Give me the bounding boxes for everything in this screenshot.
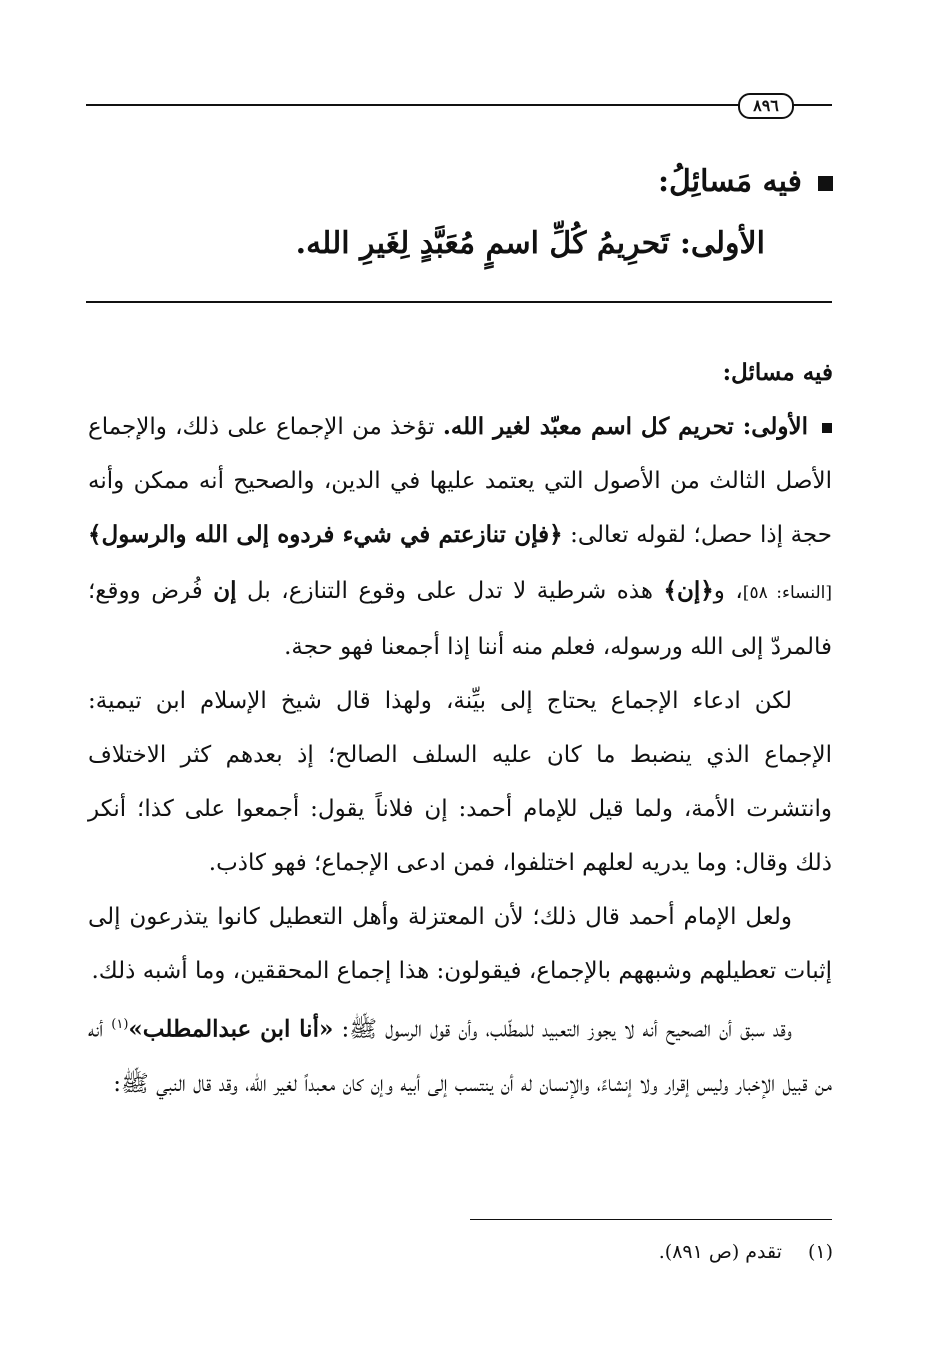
issue-lead: الأولى: تحريم كل اسم معبّد لغير الله. xyxy=(442,413,808,440)
footnote xyxy=(659,1238,833,1266)
matn-divider xyxy=(86,301,832,303)
header-rule xyxy=(86,104,832,106)
p1-text4: فُرض ووقع؛ فالمردّ إلى الله ورسوله، فعلم منه أننا إذا أجمعنا فهو حجة. xyxy=(88,578,832,660)
matn-heading-text: فيه مَسائِلُ: xyxy=(657,164,802,199)
p1-text1: تؤخذ من الإجماع على ذلك، والإجماع الأصل الثالث من الأصول التي يعتمد عليها في الدين، والصحيح أنه ممكن وأنه حجة إذا حصل؛ لقوله تعالى: xyxy=(88,414,832,548)
commentary-body xyxy=(88,400,832,1111)
paragraph-1 xyxy=(88,400,832,674)
footnote-rule xyxy=(470,1219,832,1220)
quran-citation: [النساء: ٥٨] xyxy=(742,583,833,603)
footnote-reference[interactable]: (١) xyxy=(111,1017,129,1032)
page-number: ٨٩٦ xyxy=(738,93,794,119)
matn-line: الأولى: تَحرِيمُ كُلِّ اسمٍ مُعَبَّدٍ لِغَيرِ الله. xyxy=(295,226,765,261)
p1-text3: هذه شرطية لا تدل على وقوع التنازع، بل xyxy=(236,578,664,604)
commentary-heading: فيه مسائل: xyxy=(722,359,833,386)
footnote-number: (١) xyxy=(807,1241,833,1263)
hadith-quote: «أنا ابن عبدالمطلب» xyxy=(128,1015,334,1043)
p1-text2: ، و xyxy=(713,578,743,604)
paragraph-4 xyxy=(88,998,832,1111)
paragraph-2: لكن ادعاء الإجماع يحتاج إلى بيِّنة، ولهذا قال شيخ الإسلام ابن تيمية: الإجماع الذي ينضبط ما كان عليه السلف الصالح؛ إذ بعدهم كثر الاختلاف وانتشرت الأمة، ولما قيل للإمام أحمد: إن فلاناً يقول: أجمعوا على كذا؛ أنكر ذلك وقال: وما يدريه لعلهم اختلفوا، فمن ادعى الإجماع؛ فهو كاذب. xyxy=(88,688,832,876)
matn-heading xyxy=(658,160,833,204)
square-bullet-icon xyxy=(822,423,832,433)
paragraph-3: ولعل الإمام أحمد قال ذلك؛ لأن المعتزلة وأهل التعطيل كانوا يتذرعون إلى إثبات تعطيلهم وشبههم بالإجماع، فيقولون: هذا إجماع المحققين، وما أشبه ذلك. xyxy=(88,904,832,984)
p4-text1: وقد سبق أن الصحيح أنه لا يجوز التعبيد للمطّلب، وأن قول الرسول ﷺ: xyxy=(333,1016,792,1043)
bold-word: إن xyxy=(213,577,237,604)
quran-quote: ﴿فإن تنازعتم في شيء فردوه إلى الله والرسول﴾ xyxy=(88,521,563,548)
p4-text2: أنه من قبيل الإخبار وليس إقرار ولا إنشاءً، والإنسان له أن ينتسب إلى أبيه وإن كان معبداً لغير الله، وقد قال النبي ﷺ: xyxy=(88,1016,832,1097)
quran-word: ﴿إن﴾ xyxy=(663,577,714,604)
square-bullet-icon xyxy=(818,176,833,191)
footnote-text: تقدم (ص ٨٩١). xyxy=(658,1241,782,1263)
